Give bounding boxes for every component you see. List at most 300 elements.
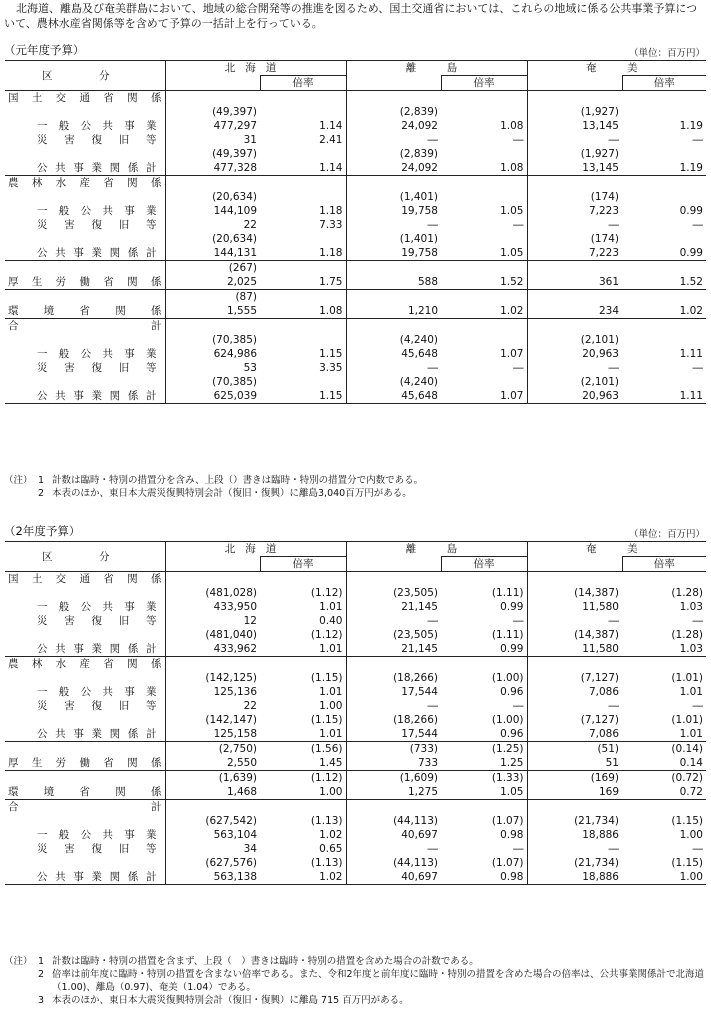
table-row — [5, 727, 706, 742]
amount-cell: ― — [527, 218, 622, 232]
note-item — [4, 955, 711, 968]
rate-cell: 2.41 — [319, 134, 343, 146]
rate-cell: (1.01) — [671, 714, 703, 726]
amount-cell: 125,158 — [165, 727, 260, 742]
rate-cell: 1.01 — [679, 686, 703, 698]
table-row — [5, 275, 706, 290]
rate-cell: 1.02 — [679, 305, 703, 317]
rate-cell: 7.33 — [319, 219, 343, 231]
amount-cell: (23,505) — [346, 628, 441, 642]
rate-cell: 1.18 — [319, 205, 343, 217]
rate-cell: (1.28) — [671, 629, 703, 641]
rate-cell: (1.13) — [310, 815, 343, 827]
section-title-r1: （元年度予算） — [4, 43, 85, 57]
table-row — [5, 190, 706, 204]
amount-cell: 625,039 — [165, 389, 260, 404]
table-row — [5, 91, 706, 106]
rate-cell: (1.15) — [671, 857, 703, 869]
table-row — [5, 176, 706, 191]
rate-cell: 1.05 — [500, 205, 524, 217]
note-index: 2 — [38, 969, 45, 980]
row-category: 公共事業関係計 — [37, 162, 157, 174]
row-category: 合計 — [5, 800, 165, 815]
rate-cell — [622, 91, 706, 106]
row-category: 農林水産省関係 — [5, 657, 165, 672]
amount-cell: (142,147) — [165, 713, 260, 727]
amount-cell: 125,136 — [165, 685, 260, 699]
row-category: 災害復旧等 — [37, 615, 157, 627]
rate-cell — [260, 190, 346, 204]
rate-cell: 1.07 — [441, 389, 527, 404]
row-category: 公共事業関係計 — [37, 247, 157, 259]
rate-cell: 1.00 — [319, 786, 343, 798]
row-category — [5, 628, 165, 642]
row-category — [5, 856, 165, 870]
rate-cell: (1.12) — [310, 587, 343, 599]
rate-cell: 1.00 — [679, 829, 703, 841]
amount-cell: (49,397) — [165, 105, 260, 119]
rate-cell: (0.14) — [622, 742, 706, 757]
header-hokkaido: 北海道 — [165, 542, 346, 557]
amount-cell — [165, 176, 260, 191]
table-row — [5, 742, 706, 757]
rate-cell — [260, 232, 346, 246]
row-category: 災害復旧等 — [37, 362, 157, 374]
amount-cell — [165, 572, 260, 587]
table-row — [5, 389, 706, 404]
amount-cell: (20,634) — [165, 232, 260, 246]
amount-cell: 12 — [165, 614, 260, 628]
rate-cell: 1.07 — [500, 348, 524, 360]
amount-cell: ― — [346, 361, 441, 375]
rate-cell: 1.15 — [319, 348, 343, 360]
rate-cell — [260, 657, 346, 672]
amount-cell: (2,839) — [346, 147, 441, 161]
rate-cell — [260, 333, 346, 347]
row-category: 災害復旧等 — [37, 219, 157, 231]
note-marker — [4, 994, 38, 1007]
amount-cell: 433,950 — [165, 600, 260, 614]
amount-cell: ― — [346, 133, 441, 147]
rate-cell — [441, 319, 527, 334]
table-row — [5, 671, 706, 685]
rate-cell: (1.12) — [310, 629, 343, 641]
rate-cell: 0.98 — [500, 829, 524, 841]
amount-cell: 624,986 — [165, 347, 260, 361]
amount-cell: (21,734) — [527, 814, 622, 828]
rate-cell — [260, 572, 346, 587]
amount-cell — [346, 261, 441, 276]
amount-cell: 40,697 — [346, 870, 441, 885]
rate-cell: (0.72) — [622, 771, 706, 786]
header-blank — [165, 76, 260, 91]
amount-cell: 144,131 — [165, 246, 260, 261]
header-blank — [527, 557, 622, 572]
amount-cell: 7,223 — [527, 246, 622, 261]
amount-cell: 21,145 — [346, 600, 441, 614]
rate-cell: ― — [692, 219, 703, 231]
amount-cell: 19,758 — [346, 246, 441, 261]
rate-cell: (1.11) — [491, 629, 524, 641]
rate-cell — [622, 232, 706, 246]
header-blank — [346, 557, 441, 572]
table-row — [5, 161, 706, 176]
note-marker — [4, 487, 38, 500]
header-amami: 奄 美 — [527, 542, 706, 557]
amount-cell — [527, 800, 622, 815]
table-row — [5, 685, 706, 699]
rate-cell: 0.72 — [679, 786, 703, 798]
rate-cell — [622, 176, 706, 191]
rate-cell — [441, 572, 527, 587]
rate-cell: 1.11 — [622, 389, 706, 404]
amount-cell: (174) — [527, 190, 622, 204]
rate-cell: ― — [692, 700, 703, 712]
amount-cell — [346, 290, 441, 305]
row-category: 環境省関係 — [8, 305, 162, 317]
amount-cell: 1,210 — [346, 304, 441, 319]
rate-cell: (1.11) — [491, 587, 524, 599]
amount-cell: (1,609) — [346, 771, 441, 786]
amount-cell: (44,113) — [346, 856, 441, 870]
amount-cell: 1,275 — [346, 785, 441, 800]
rate-cell: 1.05 — [500, 247, 524, 259]
rate-cell: 1.05 — [500, 786, 524, 798]
rate-cell: (1.07) — [491, 815, 524, 827]
amount-cell: 20,963 — [527, 389, 622, 404]
intro-paragraph: 北海道、離島及び奄美群島において、地域の総合開発等の推進を図るため、国土交通省においては、これらの地域に係る公共事業予算について、農林水産省関係等を含めて予算の一括計上を行っている。 — [4, 2, 698, 30]
header-rate: 倍率 — [260, 557, 346, 572]
amount-cell: (87) — [165, 290, 260, 305]
header-blank — [346, 76, 441, 91]
rate-cell — [441, 333, 527, 347]
amount-cell: 31 — [165, 133, 260, 147]
rate-cell: 1.02 — [500, 305, 524, 317]
rate-cell — [622, 800, 706, 815]
note-text: 本表のほか、東日本大震災復興特別会計（復旧・復興）に離島 715 百万円がある。 — [52, 995, 409, 1006]
amount-cell: (18,266) — [346, 713, 441, 727]
table-row — [5, 572, 706, 587]
rate-cell: 1.08 — [319, 305, 343, 317]
amount-cell: (733) — [346, 742, 441, 757]
amount-cell — [527, 290, 622, 305]
amount-cell: 7,223 — [527, 204, 622, 218]
amount-cell — [165, 657, 260, 672]
amount-cell: (1,401) — [346, 232, 441, 246]
amount-cell: 45,648 — [346, 347, 441, 361]
table-row — [5, 614, 706, 628]
amount-cell: (21,734) — [527, 856, 622, 870]
rate-cell — [260, 261, 346, 276]
rate-cell: ― — [513, 700, 524, 712]
rate-cell — [260, 290, 346, 305]
amount-cell: 22 — [165, 699, 260, 713]
amount-cell: (14,387) — [527, 586, 622, 600]
row-category: 一般公共事業 — [37, 686, 157, 698]
rate-cell: 1.02 — [319, 829, 343, 841]
notes-r2 — [4, 955, 711, 1007]
amount-cell: 234 — [527, 304, 622, 319]
rate-cell: ― — [513, 134, 524, 146]
amount-cell: (4,240) — [346, 375, 441, 389]
amount-cell: (7,127) — [527, 671, 622, 685]
amount-cell — [527, 176, 622, 191]
amount-cell: 13,145 — [527, 119, 622, 133]
amount-cell: 22 — [165, 218, 260, 232]
rate-cell — [441, 375, 527, 389]
amount-cell — [346, 319, 441, 334]
rate-cell: 1.01 — [319, 728, 343, 740]
rate-cell: (1.15) — [310, 672, 343, 684]
amount-cell: (174) — [527, 232, 622, 246]
amount-cell: 24,092 — [346, 119, 441, 133]
table-row — [5, 856, 706, 870]
rate-cell — [441, 190, 527, 204]
header-rate: 倍率 — [441, 557, 527, 572]
rate-cell: 0.99 — [679, 205, 703, 217]
table-row — [5, 828, 706, 842]
rate-cell — [441, 91, 527, 106]
amount-cell — [527, 572, 622, 587]
unit-label-r1: （単位：百万円） — [628, 48, 705, 59]
amount-cell: ― — [346, 699, 441, 713]
row-category: 農林水産省関係 — [5, 176, 165, 191]
row-category — [5, 814, 165, 828]
rate-cell: (1.15) — [310, 714, 343, 726]
header-rito: 離 島 — [346, 542, 527, 557]
table-row — [5, 657, 706, 672]
note-marker: （注） — [4, 956, 33, 967]
row-category: 環境省関係 — [8, 786, 162, 798]
rate-cell: 1.01 — [679, 728, 703, 740]
amount-cell: (49,397) — [165, 147, 260, 161]
amount-cell: 1,468 — [165, 785, 260, 800]
header-rate: 倍率 — [260, 76, 346, 91]
table-row — [5, 756, 706, 771]
rate-cell — [260, 91, 346, 106]
rate-cell: 0.96 — [500, 686, 524, 698]
note-text: 本表のほか、東日本大震災復興特別会計（復旧・復興）に離島3,040百万円がある。 — [52, 488, 412, 499]
amount-cell: (51) — [527, 742, 622, 757]
table-row — [5, 333, 706, 347]
rate-cell — [441, 105, 527, 119]
note-marker — [4, 968, 38, 994]
rate-cell — [260, 800, 346, 815]
amount-cell: ― — [346, 614, 441, 628]
row-category: 厚生労働省関係 — [8, 276, 162, 288]
rate-cell — [441, 147, 527, 161]
row-category: 公共事業関係計 — [37, 643, 157, 655]
table-row — [5, 119, 706, 133]
table-row — [5, 771, 706, 786]
row-category — [5, 713, 165, 727]
note-index: 1 — [38, 475, 45, 486]
note-marker: （注） — [4, 475, 33, 486]
amount-cell: 53 — [165, 361, 260, 375]
row-category: 厚生労働省関係 — [8, 757, 162, 769]
header-rito: 離 島 — [346, 61, 527, 76]
row-category — [5, 105, 165, 119]
rate-cell: 1.00 — [622, 870, 706, 885]
rate-cell — [622, 147, 706, 161]
table-row — [5, 319, 706, 334]
amount-cell: 477,297 — [165, 119, 260, 133]
row-category: 一般公共事業 — [37, 829, 157, 841]
rate-cell: ― — [513, 219, 524, 231]
row-category: 一般公共事業 — [37, 348, 157, 360]
rate-cell: 0.40 — [319, 615, 343, 627]
rate-cell: 3.35 — [319, 362, 343, 374]
table-row — [5, 713, 706, 727]
rate-cell: 0.14 — [679, 757, 703, 769]
rate-cell: 1.03 — [679, 643, 703, 655]
rate-cell: 1.25 — [500, 757, 524, 769]
row-category: 合計 — [5, 319, 165, 334]
rate-cell: (1.15) — [671, 815, 703, 827]
row-category — [5, 261, 165, 276]
table-row — [5, 361, 706, 375]
row-category — [5, 190, 165, 204]
amount-cell: ― — [527, 842, 622, 856]
rate-cell — [622, 190, 706, 204]
row-category: 国土交通省関係 — [5, 91, 165, 106]
rate-cell: (1.56) — [260, 742, 346, 757]
amount-cell — [527, 261, 622, 276]
rate-cell: 1.01 — [319, 601, 343, 613]
amount-cell: (4,240) — [346, 333, 441, 347]
rate-cell: 1.14 — [319, 120, 343, 132]
table-row — [5, 800, 706, 815]
table-row — [5, 246, 706, 261]
table-row — [5, 304, 706, 319]
note-index: 3 — [38, 995, 45, 1006]
row-category: 一般公共事業 — [37, 205, 157, 217]
rate-cell: 1.14 — [319, 162, 343, 174]
amount-cell: (267) — [165, 261, 260, 276]
row-category — [5, 375, 165, 389]
rate-cell: 1.03 — [679, 601, 703, 613]
amount-cell: 563,138 — [165, 870, 260, 885]
header-blank — [165, 557, 260, 572]
table-row — [5, 105, 706, 119]
row-category: 災害復旧等 — [37, 843, 157, 855]
rate-cell: ― — [692, 362, 703, 374]
rate-cell: 1.52 — [679, 276, 703, 288]
row-category: 国土交通省関係 — [5, 572, 165, 587]
amount-cell: 34 — [165, 842, 260, 856]
amount-cell: 21,145 — [346, 642, 441, 657]
rate-cell: (1.33) — [441, 771, 527, 786]
table-row — [5, 218, 706, 232]
amount-cell: (2,839) — [346, 105, 441, 119]
rate-cell: 0.96 — [500, 728, 524, 740]
rate-cell — [441, 176, 527, 191]
amount-cell: 17,544 — [346, 727, 441, 742]
header-hokkaido: 北海道 — [165, 61, 346, 76]
amount-cell: ― — [527, 133, 622, 147]
rate-cell: ― — [692, 615, 703, 627]
amount-cell: (1,927) — [527, 105, 622, 119]
table-row — [5, 870, 706, 885]
row-category: 公共事業関係計 — [5, 870, 165, 885]
rate-cell: 0.98 — [441, 870, 527, 885]
rate-cell: 1.15 — [260, 389, 346, 404]
row-category: 一般公共事業 — [37, 601, 157, 613]
amount-cell: (20,634) — [165, 190, 260, 204]
rate-cell: 1.08 — [500, 120, 524, 132]
amount-cell: 2,025 — [165, 275, 260, 290]
row-category — [5, 232, 165, 246]
amount-cell: 433,962 — [165, 642, 260, 657]
rate-cell — [260, 147, 346, 161]
rate-cell: (1.28) — [671, 587, 703, 599]
row-category — [5, 671, 165, 685]
table-row — [5, 375, 706, 389]
row-category — [5, 290, 165, 305]
rate-cell — [622, 261, 706, 276]
rate-cell — [622, 572, 706, 587]
rate-cell: (1.13) — [310, 857, 343, 869]
row-category: 公共事業関係計 — [37, 728, 157, 740]
rate-cell: (1.01) — [671, 672, 703, 684]
rate-cell: 1.19 — [679, 162, 703, 174]
amount-cell: 17,544 — [346, 685, 441, 699]
rate-cell: 0.99 — [500, 601, 524, 613]
amount-cell: (2,750) — [165, 742, 260, 757]
note-index: 2 — [38, 488, 45, 499]
rate-cell — [622, 333, 706, 347]
rate-cell — [441, 232, 527, 246]
amount-cell: ― — [527, 699, 622, 713]
header-rate: 倍率 — [441, 76, 527, 91]
table-row — [5, 147, 706, 161]
amount-cell — [346, 657, 441, 672]
amount-cell: (70,385) — [165, 333, 260, 347]
row-category — [5, 771, 165, 786]
rate-cell: 1.18 — [319, 247, 343, 259]
rate-cell — [260, 176, 346, 191]
rate-cell: ― — [513, 843, 524, 855]
amount-cell: (1,401) — [346, 190, 441, 204]
amount-cell — [527, 657, 622, 672]
amount-cell: 733 — [346, 756, 441, 771]
rate-cell: 1.52 — [500, 276, 524, 288]
rate-cell — [260, 319, 346, 334]
rate-cell — [622, 375, 706, 389]
amount-cell: (2,101) — [527, 333, 622, 347]
rate-cell: (1.07) — [491, 857, 524, 869]
row-category — [5, 586, 165, 600]
table-row — [5, 232, 706, 246]
amount-cell: 563,104 — [165, 828, 260, 842]
table-row — [5, 642, 706, 657]
header-amami: 奄 美 — [527, 61, 706, 76]
row-category — [5, 147, 165, 161]
amount-cell: ― — [346, 842, 441, 856]
amount-cell — [346, 91, 441, 106]
rate-cell: 1.01 — [319, 643, 343, 655]
amount-cell: (627,542) — [165, 814, 260, 828]
amount-cell: 18,886 — [527, 870, 622, 885]
amount-cell: (142,125) — [165, 671, 260, 685]
note-item — [4, 474, 423, 487]
unit-label-r2: （単位：百万円） — [628, 529, 705, 540]
header-row-1 — [5, 61, 706, 76]
amount-cell — [346, 800, 441, 815]
rate-cell: ― — [692, 843, 703, 855]
amount-cell: 2,550 — [165, 756, 260, 771]
amount-cell: 20,963 — [527, 347, 622, 361]
